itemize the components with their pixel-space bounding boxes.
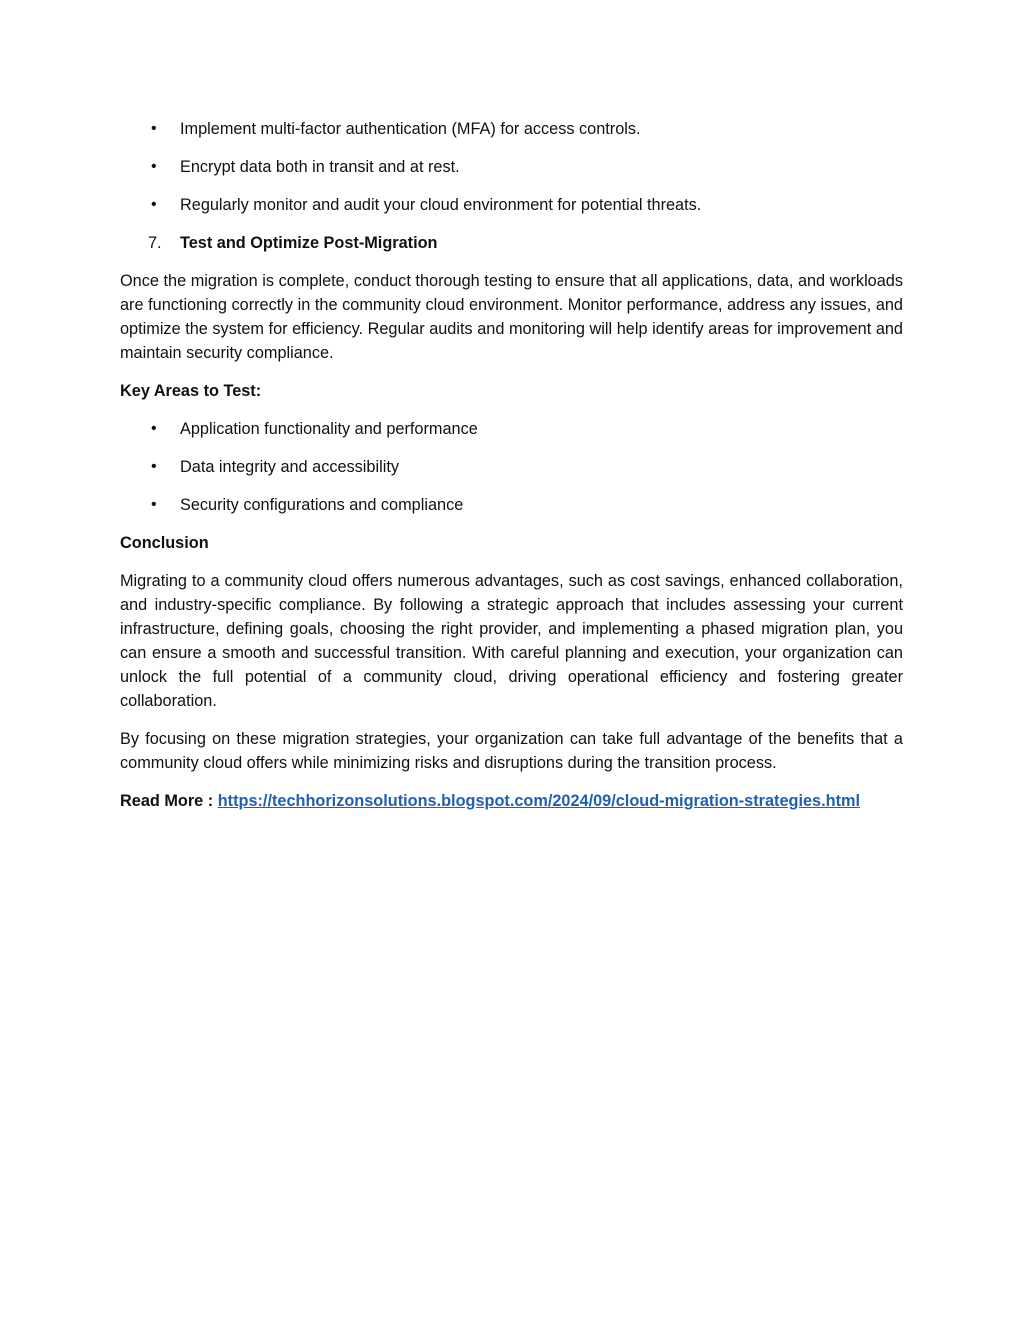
document-page — [120, 117, 903, 813]
list-item — [120, 155, 903, 179]
list-item-text: Regularly monitor and audit your cloud environment for potential threats. — [180, 196, 702, 214]
conclusion-paragraph-2: By focusing on these migration strategies, your organization can take full advantage of the benefits that a community cloud offers while minimizing risks and disruptions during the transition process. — [120, 730, 903, 772]
list-item-text: Implement multi-factor authentication (MFA) for access controls. — [180, 120, 641, 138]
bullet-icon: • — [151, 458, 157, 475]
conclusion-heading: Conclusion — [120, 534, 209, 552]
list-item — [120, 493, 903, 517]
bullet-icon: • — [151, 196, 157, 213]
bullet-icon: • — [151, 158, 157, 175]
key-areas-list — [120, 417, 903, 517]
list-item — [120, 193, 903, 217]
conclusion-paragraph-1: Migrating to a community cloud offers numerous advantages, such as cost savings, enhanced collaboration, and industry-specific compliance. By following a strategic approach that includes assessing your current infrastructure, defining goals, choosing the right provider, and implementing a phased migration plan, you can ensure a smooth and successful transition. With careful planning and execution, your organization can unlock the full potential of a community cloud, driving operational efficiency and fostering greater collaboration. — [120, 572, 903, 710]
list-item-text: Encrypt data both in transit and at rest. — [180, 158, 460, 176]
read-more-link[interactable]: https://techhorizonsolutions.blogspot.com/2024/09/cloud-migration-strategies.html — [217, 792, 860, 810]
bullet-icon: • — [151, 496, 157, 513]
list-item — [120, 417, 903, 441]
key-areas-heading: Key Areas to Test: — [120, 382, 262, 400]
security-bullet-list — [120, 117, 903, 217]
read-more-label: Read More : — [120, 792, 218, 810]
list-item — [120, 455, 903, 479]
section-heading-7 — [120, 231, 903, 255]
section-title: Test and Optimize Post-Migration — [180, 234, 438, 252]
list-item — [120, 117, 903, 141]
bullet-icon: • — [151, 420, 157, 437]
list-item-text: Data integrity and accessibility — [180, 458, 399, 476]
bullet-icon: • — [151, 120, 157, 137]
section-number: 7. — [148, 234, 162, 252]
testing-paragraph: Once the migration is complete, conduct thorough testing to ensure that all applications, data, and workloads are functioning correctly in the community cloud environment. Monitor performance, address any issues, and optimize the system for efficiency. Regular audits and monitoring will help identify areas for improvement and maintain security compliance. — [120, 272, 903, 362]
list-item-text: Application functionality and performance — [180, 420, 478, 438]
list-item-text: Security configurations and compliance — [180, 496, 464, 514]
read-more-line — [120, 789, 903, 813]
